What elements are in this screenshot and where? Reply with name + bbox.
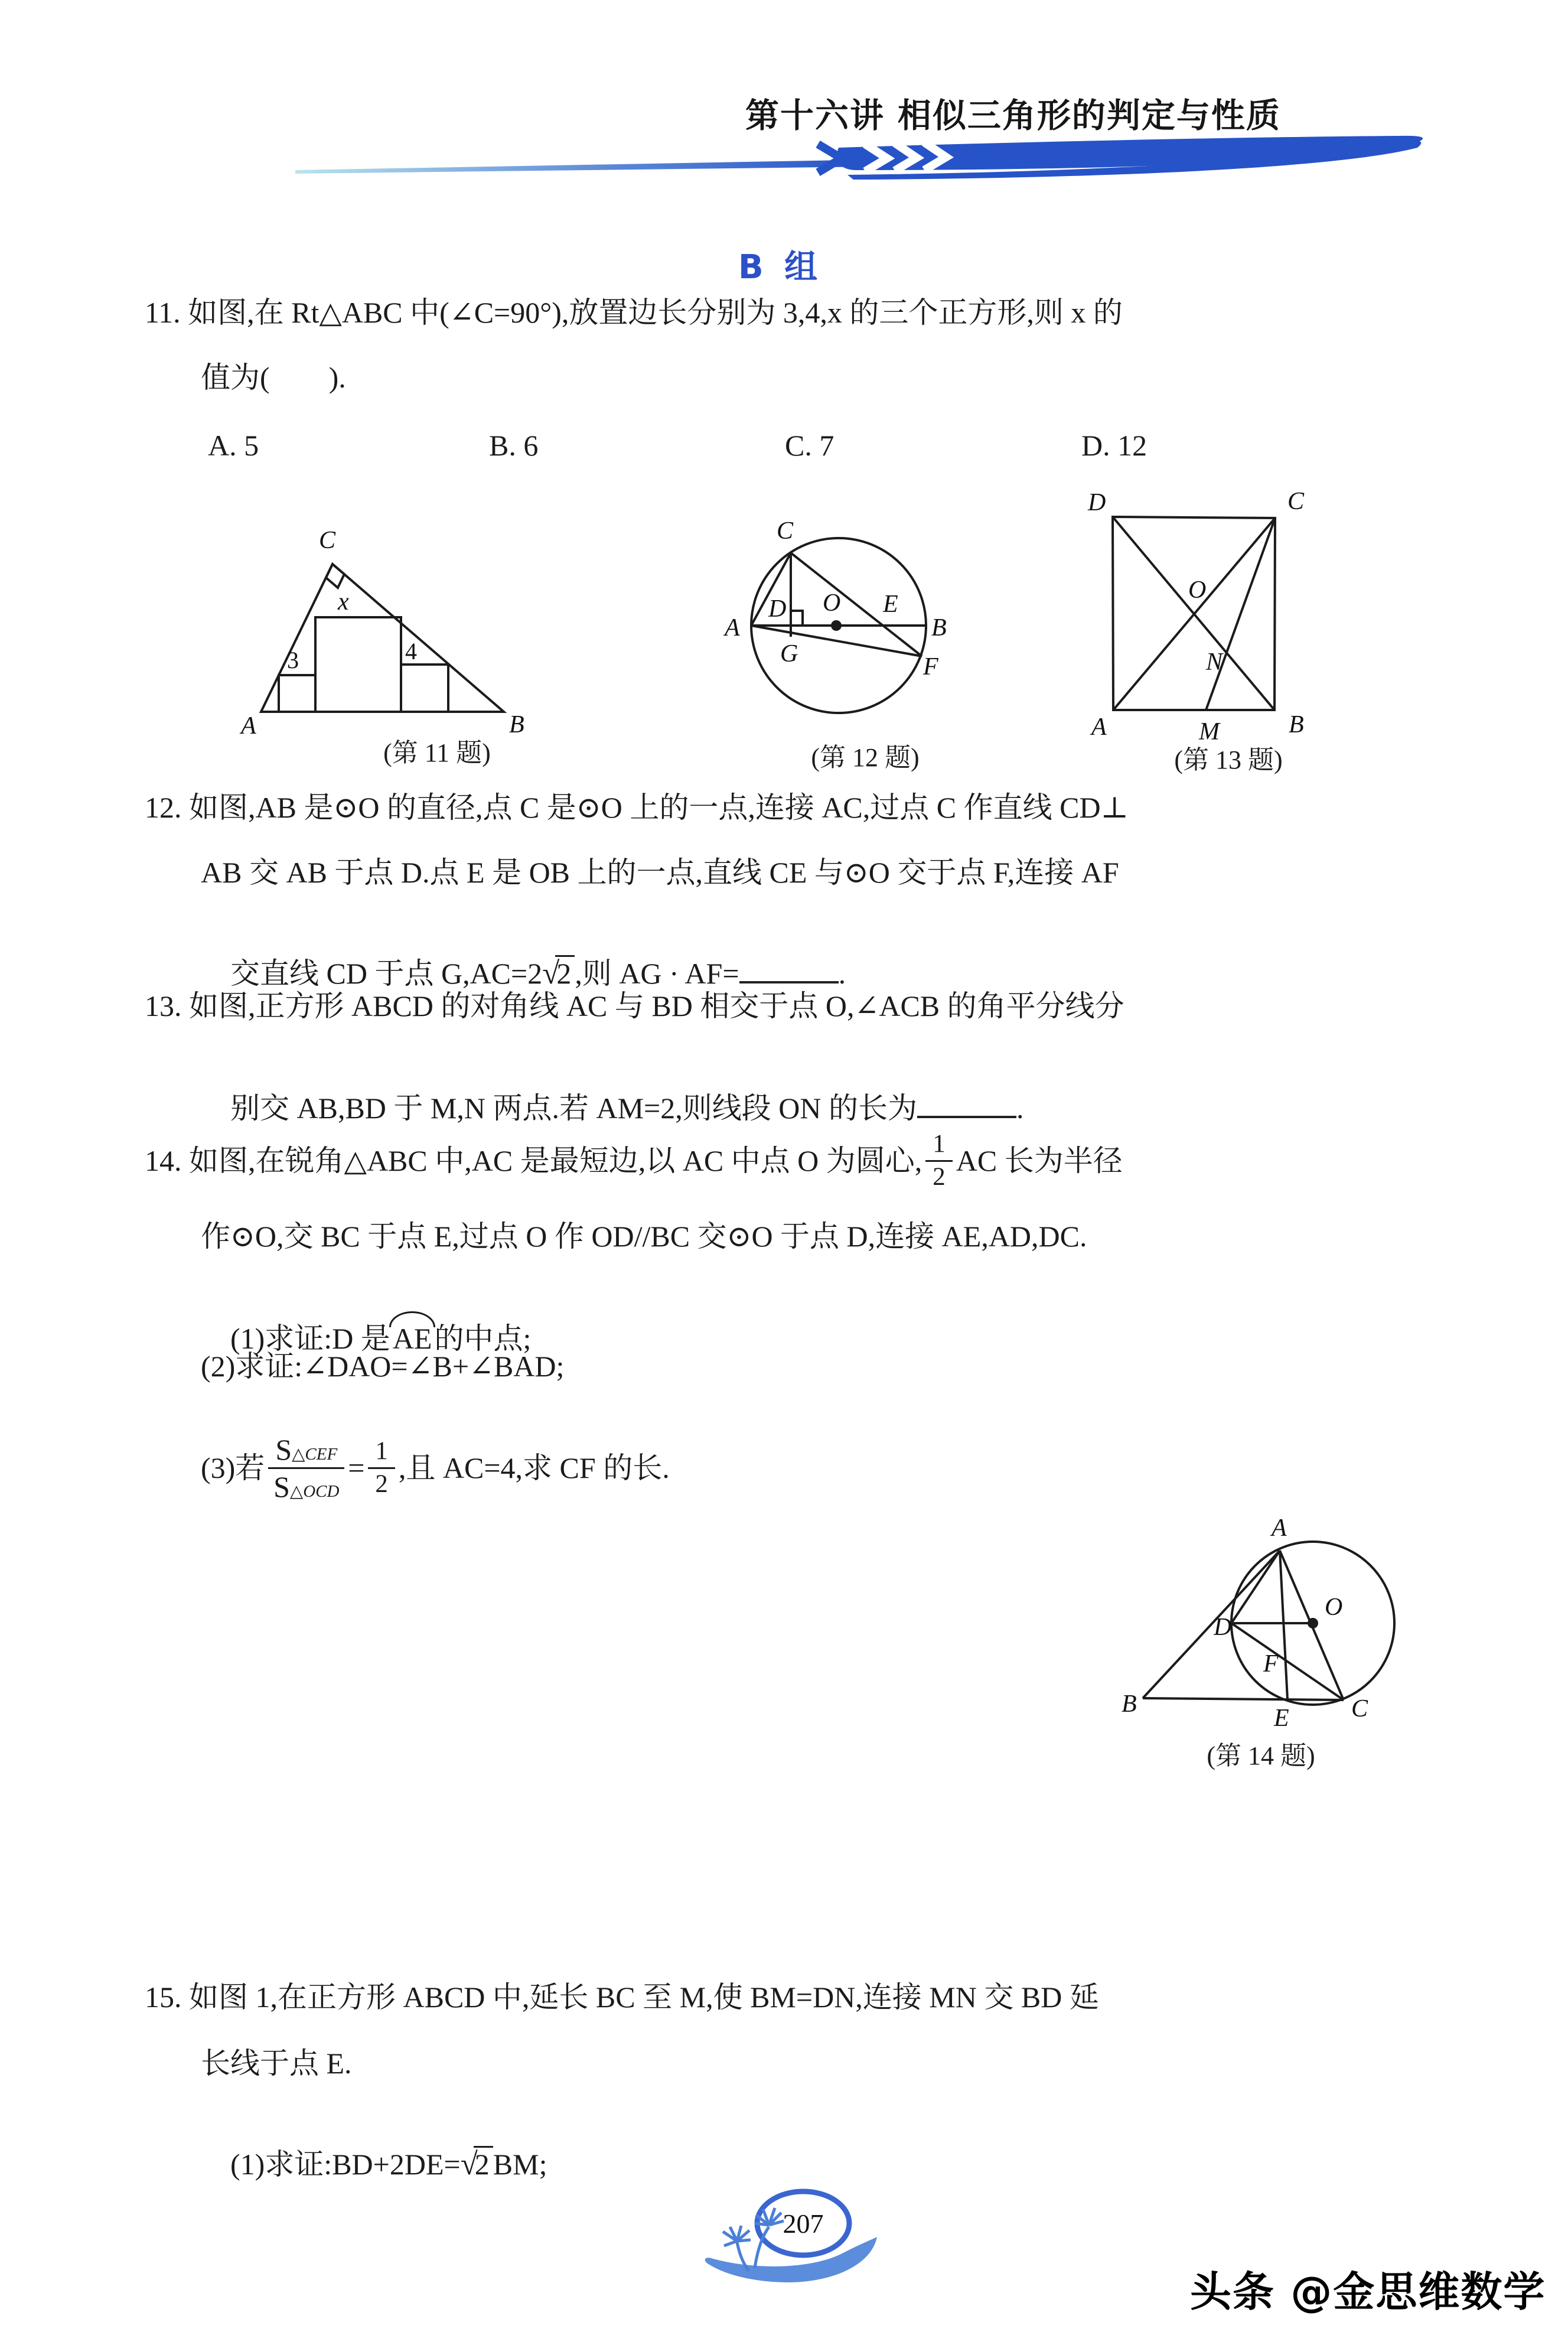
label-a: A [1091, 714, 1107, 741]
problem-14-line-2: 作⊙O,交 BC 于点 E,过点 O 作 OD//BC 交⊙O 于点 D,连接 AE,AD,DC. [201, 1220, 1087, 1253]
watermark: 头条 @金思维数学 [1190, 2268, 1546, 2316]
answer-blank [739, 976, 839, 983]
page-number-badge [685, 2181, 886, 2293]
equals-sign: = [348, 1451, 365, 1484]
figure-11-caption: (第 11 题) [383, 738, 491, 767]
text-segment: (3)若 [201, 1451, 265, 1484]
problem-14-sub-2: (2)求证:∠DAO=∠B+∠BAD; [201, 1350, 565, 1383]
problem-13-line-1: 13. 如图,正方形 ABCD 的对角线 AC 与 BD 相交于点 O,∠ACB 的角平分线分 [145, 989, 1124, 1022]
problem-15-line-2: 长线于点 E. [201, 2047, 352, 2080]
label-b: B [1289, 711, 1304, 738]
label-d: D [1214, 1614, 1232, 1641]
text-segment: AC 长为半径 [956, 1144, 1123, 1177]
text-segment: ,且 AC=4,求 CF 的长. [398, 1451, 670, 1484]
label-d: D [768, 595, 787, 623]
area-ratio-fraction: $\frac{\text{S△CEF}}{\text{S△OCD}}$ [268, 1433, 344, 1503]
sqrt-2: √2 [461, 2148, 493, 2181]
arc-ae: AE [390, 1322, 435, 1355]
figure-problem-14 [1090, 1506, 1444, 1743]
text-segment: 14. 如图,在锐角△ABC 中,AC 是最短边,以 AC 中点 O 为圆心, [145, 1144, 922, 1177]
label-e: E [1274, 1705, 1289, 1732]
label-m: M [1199, 718, 1220, 745]
text-segment: BM; [493, 2147, 547, 2181]
label-o: O [1188, 577, 1207, 604]
text-segment: 交直线 CD 于点 G,AC=2 [230, 956, 543, 990]
label-b: B [931, 614, 947, 641]
label-o: O [823, 589, 841, 617]
page-title: 第十六讲 相似三角形的判定与性质 [745, 96, 1281, 135]
right-angle-marker [791, 611, 803, 626]
side-bc [1143, 1698, 1344, 1700]
center-dot [831, 620, 842, 631]
square-4 [401, 665, 448, 712]
figure-problem-11 [230, 489, 644, 743]
label-f: F [1263, 1650, 1279, 1678]
figure-12-caption: (第 12 题) [811, 743, 920, 772]
label-d: D [1088, 489, 1106, 516]
label-c: C [319, 527, 336, 554]
bisector-cm [1206, 518, 1275, 710]
label-b: B [1122, 1691, 1137, 1718]
problem-11-line-2: 值为( ). [201, 361, 346, 394]
problem-14-sub-3 [201, 1406, 670, 1530]
label-a: A [725, 614, 740, 641]
sqrt-2: √2 [542, 957, 575, 990]
figure-problem-13 [1057, 480, 1400, 745]
label-n: N [1206, 649, 1223, 676]
text-segment: ,则 AG · AF= [575, 956, 739, 990]
label-f: F [923, 653, 938, 680]
square-x [315, 617, 401, 712]
figure-14-caption: (第 14 题) [1207, 1741, 1315, 1770]
fraction-one-half: $\frac{1}{2}$ [925, 1130, 953, 1191]
label-4: 4 [405, 638, 417, 665]
page-number: 207 [783, 2209, 824, 2239]
text-segment: . [838, 956, 846, 990]
label-c: C [1351, 1695, 1368, 1722]
section-label-group-b: B 组 [738, 248, 823, 286]
fraction-one-half: $\frac{1}{2}$ [368, 1437, 395, 1498]
label-3: 3 [287, 647, 299, 673]
problem-14-line-1 [145, 1116, 1123, 1205]
line-cf [791, 553, 922, 656]
chevron-icon [818, 144, 842, 172]
label-x: x [338, 588, 349, 615]
label-a: A [1272, 1515, 1287, 1542]
figure-13-caption: (第 13 题) [1174, 745, 1283, 774]
problem-15-line-1: 15. 如图 1,在正方形 ABCD 中,延长 BC 至 M,使 BM=DN,连接 MN 交 BD 延 [145, 1981, 1099, 2014]
text-segment: 别交 AB,BD 于 M,N 两点.若 AM=2,则线段 ON 的长为 [230, 1091, 917, 1125]
option-c: C. 7 [785, 429, 834, 462]
text-segment: . [1016, 1091, 1024, 1125]
label-c: C [777, 517, 794, 545]
problem-15-sub-1 [201, 2108, 547, 2220]
option-b: B. 6 [489, 429, 539, 462]
text-segment: (1)求证:BD+2DE= [230, 2147, 461, 2181]
center-dot [1308, 1618, 1318, 1629]
problem-11-line-1: 11. 如图,在 Rt△ABC 中(∠C=90°),放置边长分别为 3,4,x 的三个正方形,则 x 的 [145, 296, 1123, 329]
problem-12-line-2: AB 交 AB 于点 D.点 E 是 OB 上的一点,直线 CE 与⊙O 交于点 F,连接 AF [201, 856, 1119, 889]
option-d: D. 12 [1081, 429, 1148, 462]
label-c: C [1287, 488, 1305, 515]
square-3 [279, 675, 315, 712]
swoosh-thin-line [295, 159, 877, 174]
triangle-abc [261, 564, 504, 712]
chord-ae [1280, 1551, 1287, 1699]
text-segment: 的中点; [434, 1321, 532, 1355]
label-o: O [1325, 1594, 1343, 1621]
label-g: G [780, 640, 798, 667]
problem-12-line-1: 12. 如图,AB 是⊙O 的直径,点 C 是⊙O 上的一点,连接 AC,过点 C 作直线 CD⊥ [145, 791, 1129, 824]
label-e: E [883, 591, 898, 618]
text-segment: (1)求证:D 是 [230, 1321, 390, 1355]
header-swoosh-decoration [283, 135, 1450, 188]
right-angle-marker [326, 564, 344, 588]
label-a: A [241, 712, 256, 740]
figure-problem-12 [688, 489, 1042, 725]
option-a: A. 5 [208, 429, 259, 462]
label-b: B [509, 711, 524, 738]
